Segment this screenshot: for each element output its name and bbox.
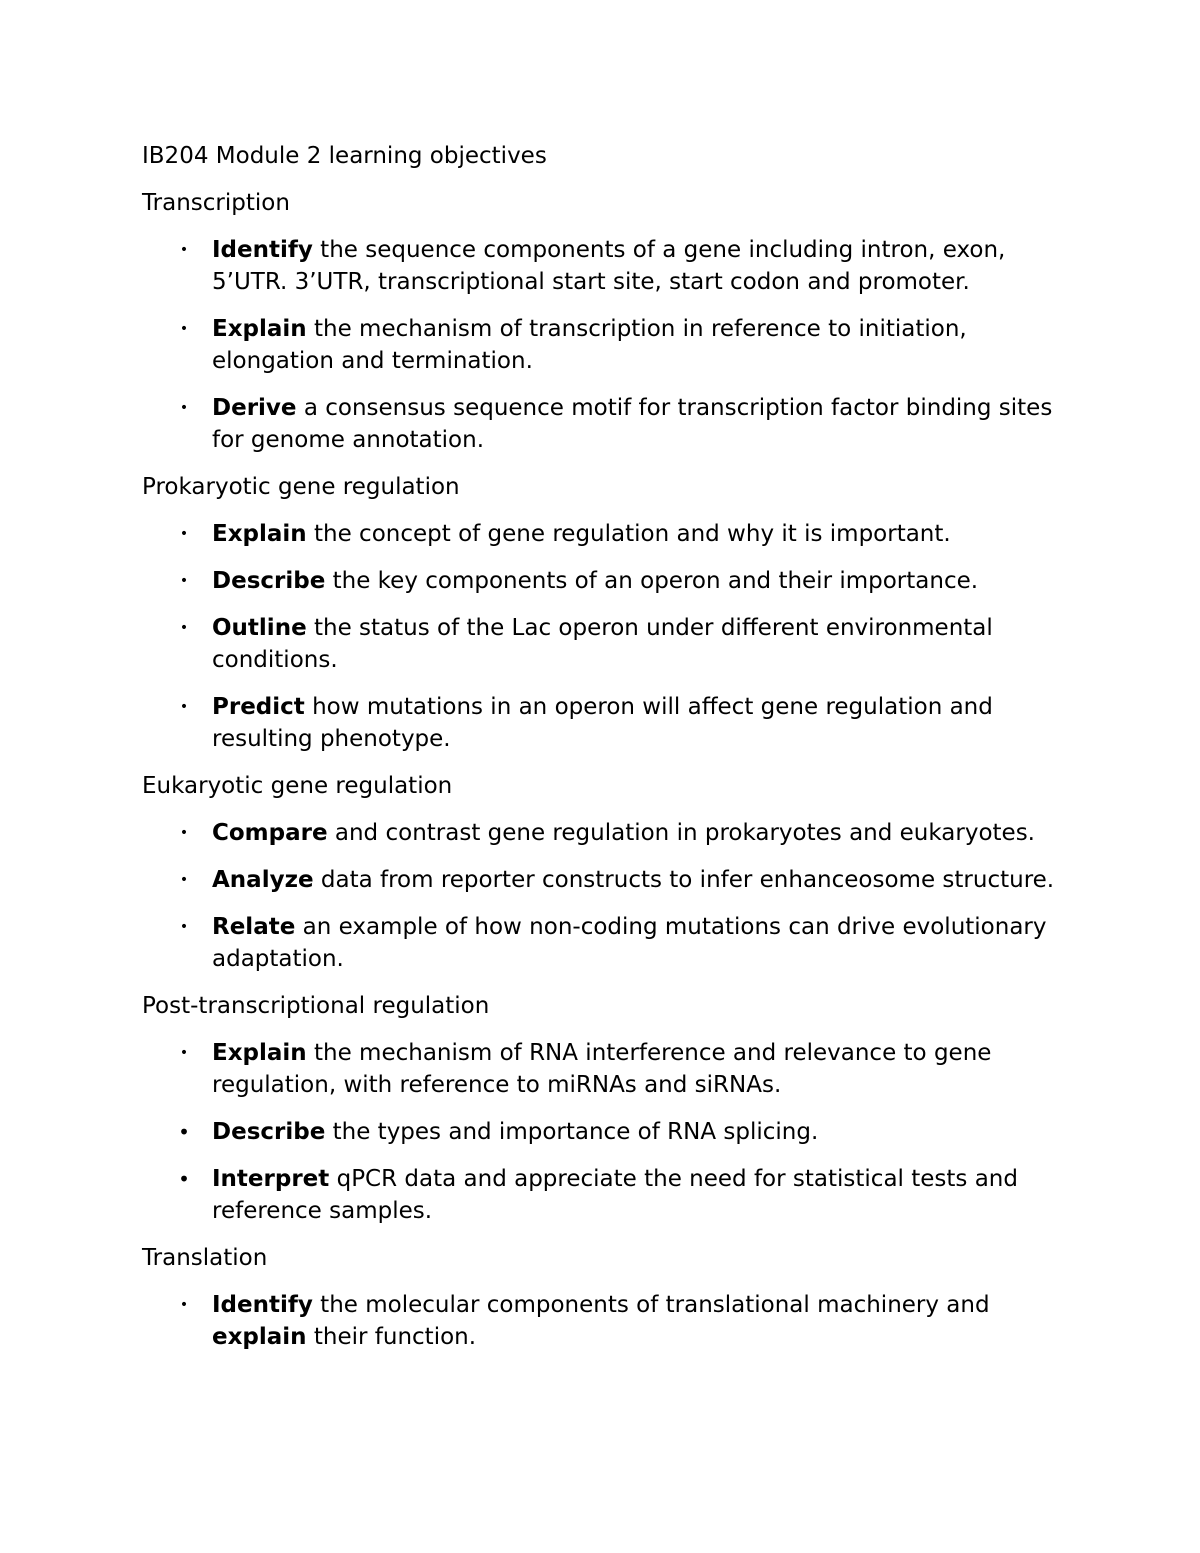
objective-text: the status of the Lac operon under different environmental conditions.	[212, 615, 993, 673]
objectives-list-eukaryotic	[142, 817, 1082, 975]
action-verb: Predict	[212, 694, 305, 720]
section-heading-translation: Translation	[142, 1245, 268, 1271]
list-item	[142, 565, 1082, 597]
objective-text: the types and importance of RNA splicing.	[325, 1119, 819, 1145]
objective-text: the mechanism of RNA interference and relevance to gene regulation, with reference to miRNAs and siRNAs.	[212, 1040, 992, 1098]
bullet-icon: •	[179, 919, 189, 935]
action-verb: Relate	[212, 914, 296, 940]
objectives-list-transcription	[142, 234, 1082, 456]
action-verb: Outline	[212, 615, 307, 641]
objective-text: the molecular components of translational machinery and	[312, 1292, 990, 1318]
action-verb: Analyze	[212, 867, 314, 893]
bullet-icon: •	[179, 1297, 189, 1313]
bullet-icon: •	[179, 400, 189, 416]
section-heading-eukaryotic: Eukaryotic gene regulation	[142, 773, 453, 799]
action-verb: Identify	[212, 1292, 313, 1318]
bullet-icon: •	[179, 699, 189, 715]
bullet-icon: •	[179, 1045, 189, 1061]
objective-text: a consensus sequence motif for transcription factor binding sites for genome annotation.	[212, 395, 1053, 453]
action-verb-secondary: explain	[212, 1324, 307, 1350]
action-verb: Describe	[212, 568, 326, 594]
list-item	[142, 1163, 1082, 1227]
objective-text-secondary: their function.	[306, 1324, 477, 1350]
list-item	[142, 691, 1082, 755]
list-item	[142, 1289, 1082, 1353]
list-item	[142, 518, 1082, 550]
objective-text: the sequence components of a gene including intron, exon, 5’UTR. 3’UTR, transcriptional start site, start codon and promoter.	[212, 237, 1006, 295]
bullet-icon: •	[179, 825, 189, 841]
objective-text: the concept of gene regulation and why it is important.	[306, 521, 951, 547]
action-verb: Explain	[212, 521, 307, 547]
action-verb: Describe	[212, 1119, 326, 1145]
bullet-icon: •	[179, 872, 189, 888]
list-item	[142, 911, 1082, 975]
objective-text: the key components of an operon and their importance.	[325, 568, 979, 594]
bullet-icon: •	[179, 573, 189, 589]
bullet-icon: •	[178, 1167, 190, 1191]
action-verb: Identify	[212, 237, 313, 263]
list-item	[142, 234, 1082, 298]
section-heading-prokaryotic: Prokaryotic gene regulation	[142, 474, 460, 500]
bullet-icon: •	[178, 1120, 190, 1144]
list-item	[142, 817, 1082, 849]
bullet-icon: •	[179, 242, 189, 258]
action-verb: Explain	[212, 316, 307, 342]
document-title: IB204 Module 2 learning objectives	[142, 143, 547, 169]
document-page	[142, 140, 1082, 1368]
objectives-list-post-transcriptional	[142, 1037, 1082, 1227]
list-item	[142, 612, 1082, 676]
objective-text: and contrast gene regulation in prokaryotes and eukaryotes.	[327, 820, 1035, 846]
list-item	[142, 864, 1082, 896]
bullet-icon: •	[179, 526, 189, 542]
objective-text: qPCR data and appreciate the need for statistical tests and reference samples.	[212, 1166, 1018, 1224]
action-verb: Explain	[212, 1040, 307, 1066]
objective-text: an example of how non-coding mutations can drive evolutionary adaptation.	[212, 914, 1047, 972]
list-item	[142, 1037, 1082, 1101]
objective-text: how mutations in an operon will affect gene regulation and resulting phenotype.	[212, 694, 993, 752]
list-item	[142, 1116, 1082, 1148]
bullet-icon: •	[179, 620, 189, 636]
objectives-list-translation	[142, 1289, 1082, 1353]
action-verb: Compare	[212, 820, 328, 846]
objectives-list-prokaryotic	[142, 518, 1082, 755]
section-heading-transcription: Transcription	[142, 190, 290, 216]
list-item	[142, 392, 1082, 456]
section-heading-post-transcriptional: Post-transcriptional regulation	[142, 993, 490, 1019]
objective-text: the mechanism of transcription in reference to initiation, elongation and termination.	[212, 316, 967, 374]
bullet-icon: •	[179, 321, 189, 337]
list-item	[142, 313, 1082, 377]
action-verb: Derive	[212, 395, 297, 421]
action-verb: Interpret	[212, 1166, 330, 1192]
objective-text: data from reporter constructs to infer enhanceosome structure.	[313, 867, 1055, 893]
